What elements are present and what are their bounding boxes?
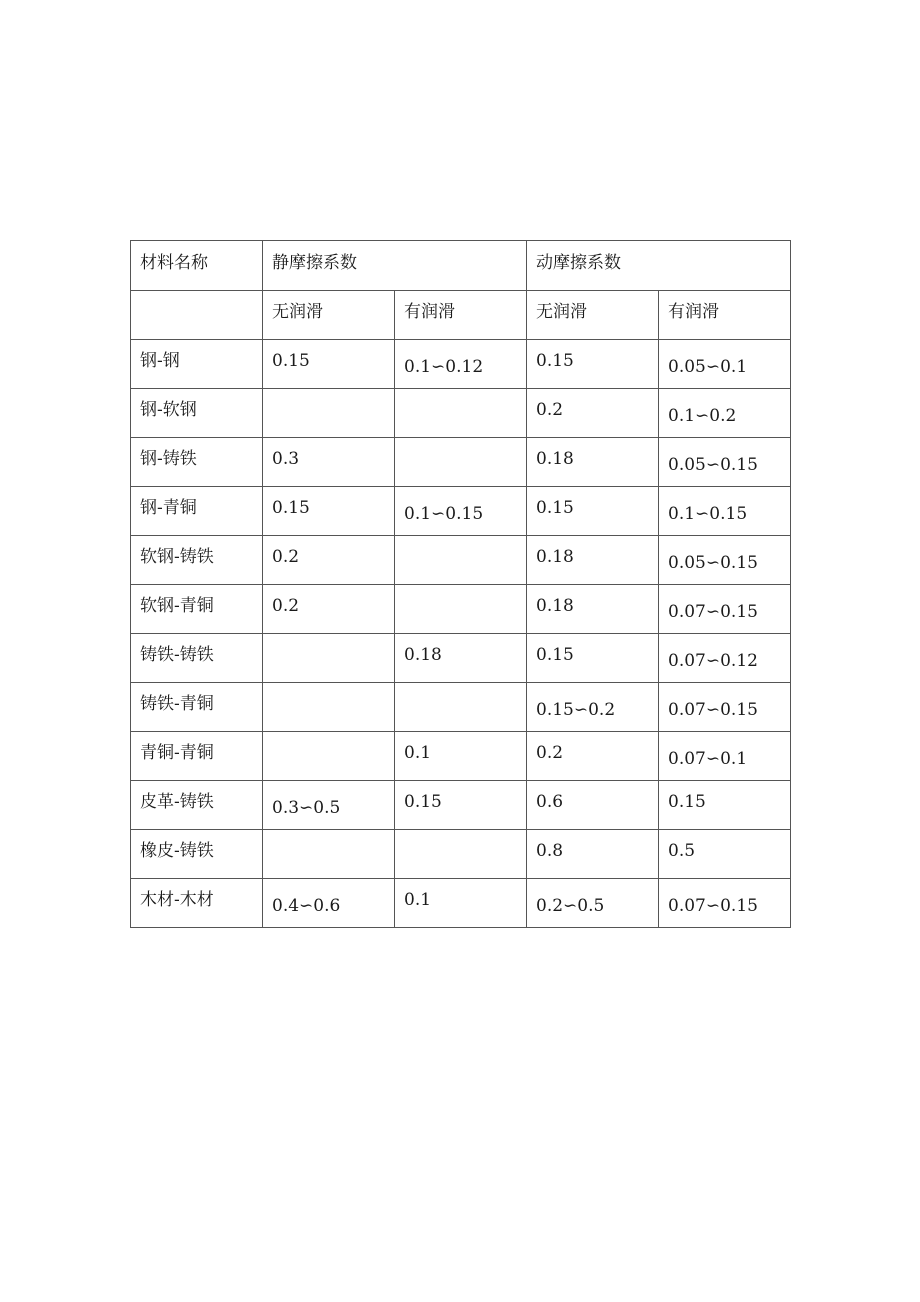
cell-kinetic-lub: 0.1∽0.15 xyxy=(659,487,791,536)
cell-static-lub: 0.1∽0.12 xyxy=(395,340,527,389)
cell-static-lub xyxy=(395,830,527,879)
cell-kinetic-dry: 0.2∽0.5 xyxy=(527,879,659,928)
cell-static-lub: 0.15 xyxy=(395,781,527,830)
cell-kinetic-lub: 0.07∽0.15 xyxy=(659,683,791,732)
header-kinetic-group: 动摩擦系数 xyxy=(527,241,791,291)
table-row xyxy=(131,781,791,830)
cell-kinetic-lub: 0.1∽0.2 xyxy=(659,389,791,438)
cell-material: 铸铁-铸铁 xyxy=(131,634,263,683)
cell-kinetic-lub: 0.15 xyxy=(659,781,791,830)
header-kinetic-dry: 无润滑 xyxy=(527,291,659,340)
cell-static-dry xyxy=(263,830,395,879)
cell-kinetic-dry: 0.15∽0.2 xyxy=(527,683,659,732)
table-row xyxy=(131,830,791,879)
cell-material: 钢-软钢 xyxy=(131,389,263,438)
cell-static-dry: 0.15 xyxy=(263,487,395,536)
cell-static-lub xyxy=(395,389,527,438)
header-row-conditions xyxy=(131,291,791,340)
cell-static-lub xyxy=(395,683,527,732)
cell-static-lub xyxy=(395,585,527,634)
cell-kinetic-lub: 0.07∽0.1 xyxy=(659,732,791,781)
cell-static-dry: 0.3 xyxy=(263,438,395,487)
table-row xyxy=(131,585,791,634)
cell-static-dry: 0.15 xyxy=(263,340,395,389)
header-material: 材料名称 xyxy=(131,241,263,291)
cell-kinetic-dry: 0.15 xyxy=(527,487,659,536)
cell-kinetic-dry: 0.2 xyxy=(527,732,659,781)
cell-kinetic-lub: 0.07∽0.15 xyxy=(659,879,791,928)
cell-kinetic-dry: 0.2 xyxy=(527,389,659,438)
cell-static-dry xyxy=(263,389,395,438)
table-row xyxy=(131,536,791,585)
cell-static-dry: 0.3∽0.5 xyxy=(263,781,395,830)
table-row xyxy=(131,683,791,732)
cell-kinetic-lub: 0.05∽0.15 xyxy=(659,438,791,487)
cell-static-dry: 0.4∽0.6 xyxy=(263,879,395,928)
cell-static-dry: 0.2 xyxy=(263,536,395,585)
cell-static-lub xyxy=(395,536,527,585)
cell-material: 软钢-铸铁 xyxy=(131,536,263,585)
table-row xyxy=(131,389,791,438)
table-row xyxy=(131,340,791,389)
friction-coefficient-table xyxy=(130,240,791,928)
header-static-group: 静摩擦系数 xyxy=(263,241,527,291)
cell-kinetic-dry: 0.18 xyxy=(527,536,659,585)
cell-material: 铸铁-青铜 xyxy=(131,683,263,732)
cell-static-dry: 0.2 xyxy=(263,585,395,634)
header-row-groups xyxy=(131,241,791,291)
cell-kinetic-lub: 0.05∽0.15 xyxy=(659,536,791,585)
cell-material: 木材-木材 xyxy=(131,879,263,928)
cell-static-lub: 0.18 xyxy=(395,634,527,683)
cell-material: 钢-钢 xyxy=(131,340,263,389)
cell-kinetic-dry: 0.18 xyxy=(527,585,659,634)
cell-kinetic-dry: 0.18 xyxy=(527,438,659,487)
cell-static-lub: 0.1∽0.15 xyxy=(395,487,527,536)
header-static-dry: 无润滑 xyxy=(263,291,395,340)
cell-static-lub: 0.1 xyxy=(395,732,527,781)
cell-material: 橡皮-铸铁 xyxy=(131,830,263,879)
cell-material: 青铜-青铜 xyxy=(131,732,263,781)
cell-material: 钢-青铜 xyxy=(131,487,263,536)
cell-material: 钢-铸铁 xyxy=(131,438,263,487)
cell-kinetic-lub: 0.5 xyxy=(659,830,791,879)
cell-kinetic-dry: 0.15 xyxy=(527,634,659,683)
cell-kinetic-lub: 0.07∽0.12 xyxy=(659,634,791,683)
cell-kinetic-dry: 0.15 xyxy=(527,340,659,389)
cell-static-dry xyxy=(263,634,395,683)
table-row xyxy=(131,732,791,781)
header-empty xyxy=(131,291,263,340)
table-row xyxy=(131,879,791,928)
cell-static-dry xyxy=(263,683,395,732)
cell-kinetic-lub: 0.05∽0.1 xyxy=(659,340,791,389)
header-kinetic-lub: 有润滑 xyxy=(659,291,791,340)
table-row xyxy=(131,634,791,683)
cell-kinetic-dry: 0.8 xyxy=(527,830,659,879)
cell-static-lub: 0.1 xyxy=(395,879,527,928)
cell-kinetic-dry: 0.6 xyxy=(527,781,659,830)
header-static-lub: 有润滑 xyxy=(395,291,527,340)
cell-material: 软钢-青铜 xyxy=(131,585,263,634)
table-row xyxy=(131,487,791,536)
cell-static-dry xyxy=(263,732,395,781)
cell-kinetic-lub: 0.07∽0.15 xyxy=(659,585,791,634)
cell-static-lub xyxy=(395,438,527,487)
cell-material: 皮革-铸铁 xyxy=(131,781,263,830)
table-row xyxy=(131,438,791,487)
